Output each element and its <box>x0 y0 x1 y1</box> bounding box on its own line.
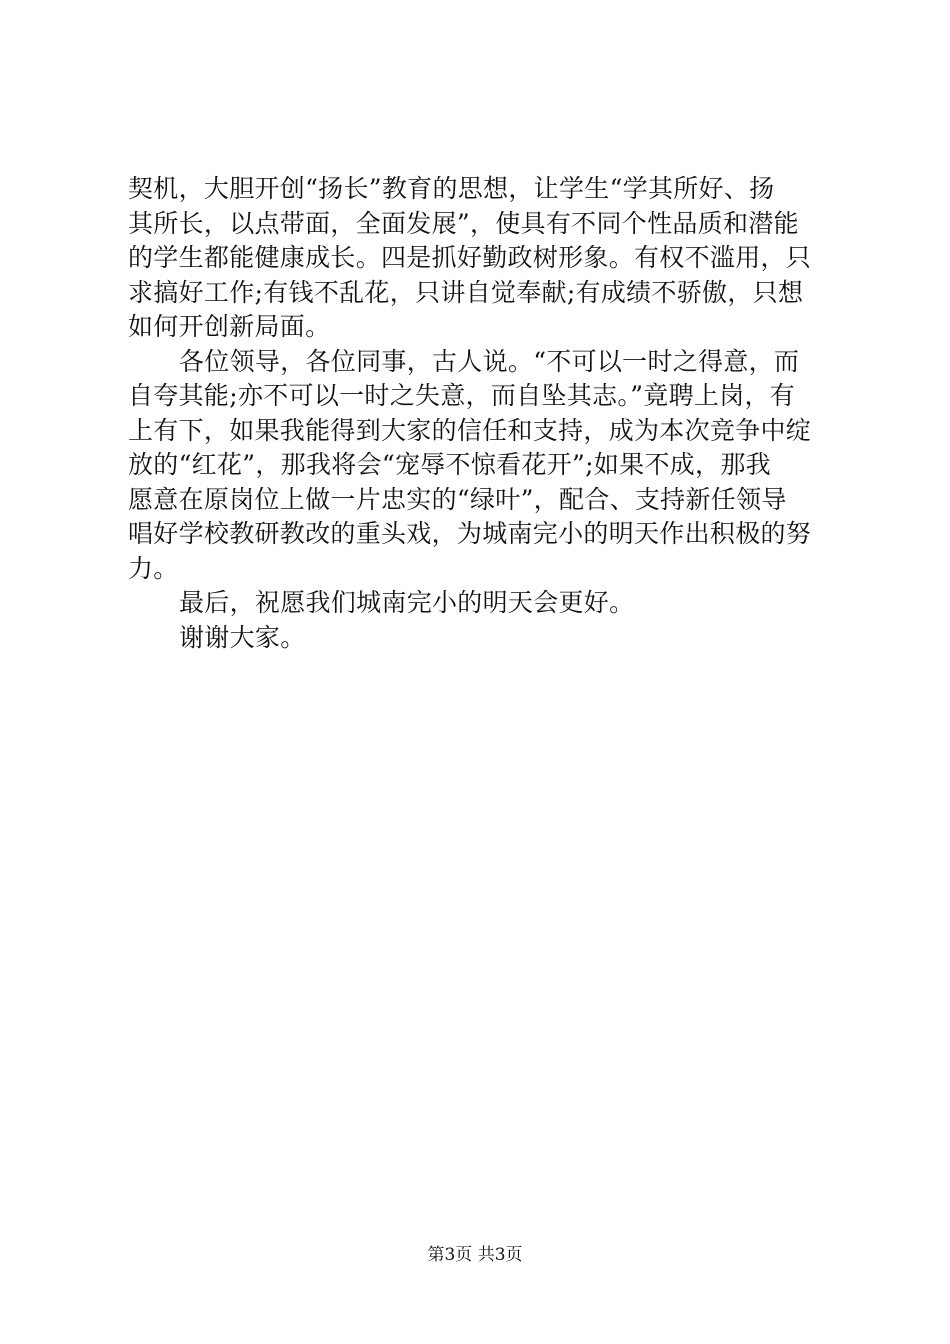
text-line: 求搞好工作;有钱不乱花，只讲自觉奉献;有成绩不骄傲，只想 <box>128 277 804 307</box>
text-line: 自夸其能;亦不可以一时之失意，而自坠其志。”竟聘上岗，有 <box>128 381 796 410</box>
text-line: 如何开创新局面。 <box>128 312 331 341</box>
text-line: 唱好学校教研教改的重头戏，为城南完小的明天作出积极的努 <box>128 519 812 548</box>
paragraph-start-line: 谢谢大家。 <box>179 622 306 652</box>
text-line: 力。 <box>128 553 179 583</box>
text-line: 愿意在原岗位上做一片忠实的“绿叶”，配合、支持新任领导 <box>128 484 787 514</box>
text-line: 其所长，以点带面，全面发展”，使具有不同个性品质和潜能 <box>128 208 799 238</box>
text-line: 的学生都能健康成长。四是抓好勤政树形象。有权不滥用，只 <box>128 243 812 272</box>
paragraph-start-line: 最后，祝愿我们城南完小的明天会更好。 <box>179 588 635 617</box>
paragraph-start-line: 各位领导，各位同事，古人说。“不可以一时之得意，而 <box>179 346 800 376</box>
text-line: 上有下，如果我能得到大家的信任和支持，成为本次竞争中绽 <box>128 415 812 445</box>
text-line: 放的“红花”，那我将会“宠辱不惊看花开”;如果不成，那我 <box>128 450 771 479</box>
page-footer <box>0 1244 950 1266</box>
page-number: 第3页 共3页 <box>427 1245 523 1265</box>
document-body <box>128 172 832 655</box>
text-line: 契机，大胆开创“扬长”教育的思想，让学生“学其所好、扬 <box>128 174 775 203</box>
